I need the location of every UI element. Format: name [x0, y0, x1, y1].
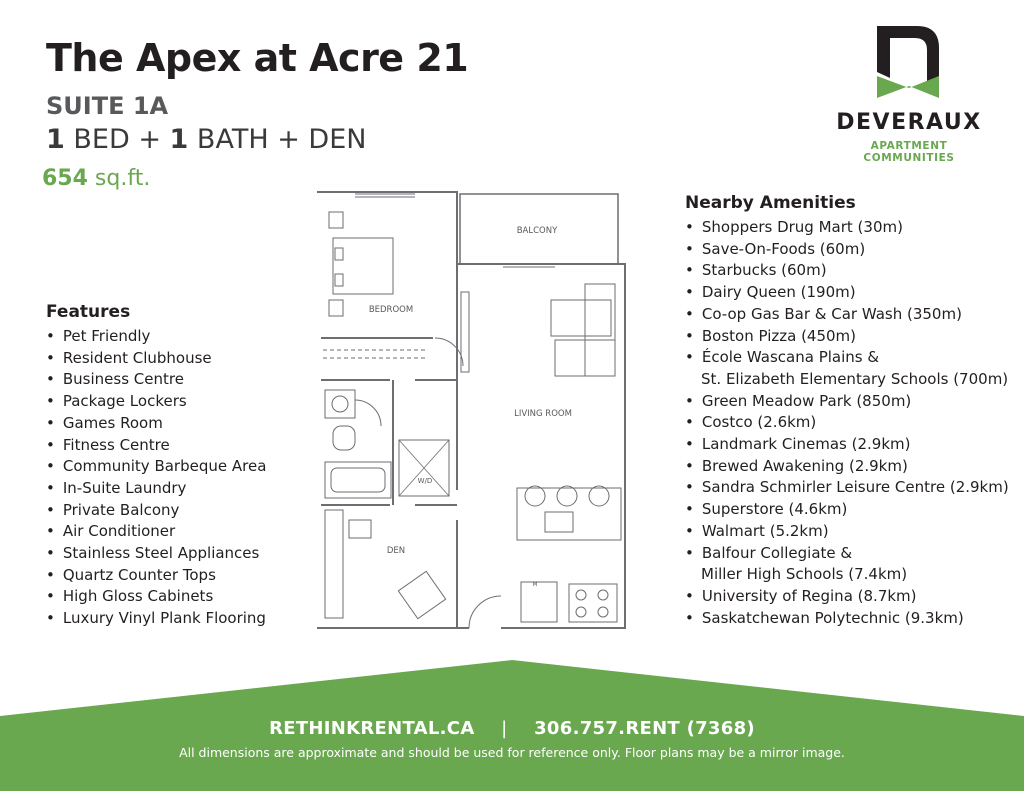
- feature-item: • In-Suite Laundry: [46, 478, 296, 500]
- amenity-item: • Boston Pizza (450m): [685, 326, 1020, 348]
- feature-item: • Business Centre: [46, 369, 296, 391]
- suite-name: SUITE 1A: [46, 92, 169, 120]
- amenities-heading: Nearby Amenities: [685, 193, 856, 213]
- washer-dryer-label: W/D: [417, 477, 433, 485]
- brand-tagline: APARTMENT COMMUNITIES: [863, 140, 955, 164]
- feature-item: • Resident Clubhouse: [46, 348, 296, 370]
- amenity-item: • Save-On-Foods (60m): [685, 239, 1020, 261]
- amenity-item: • Walmart (5.2km): [685, 521, 1020, 543]
- property-title: The Apex at Acre 21: [46, 36, 469, 80]
- bed-label: BED +: [64, 124, 170, 155]
- amenities-section: [685, 193, 1020, 629]
- amenity-item: • École Wascana Plains &: [685, 347, 1020, 369]
- sqft-value: 654: [42, 166, 88, 191]
- feature-item: • Air Conditioner: [46, 521, 296, 543]
- living-room-label: LIVING ROOM: [514, 409, 572, 419]
- contact-separator: |: [501, 718, 508, 739]
- amenity-item: • Shoppers Drug Mart (30m): [685, 217, 1020, 239]
- feature-item: • Package Lockers: [46, 391, 296, 413]
- amenity-item: • Co-op Gas Bar & Car Wash (350m): [685, 304, 1020, 326]
- feature-item: • Pet Friendly: [46, 326, 296, 348]
- amenity-item: • Starbucks (60m): [685, 260, 1020, 282]
- microwave-label: M: [532, 581, 538, 588]
- amenity-item: • Superstore (4.6km): [685, 499, 1020, 521]
- feature-item: • Quartz Counter Tops: [46, 565, 296, 587]
- deveraux-logo: [829, 26, 989, 164]
- feature-item: • Games Room: [46, 413, 296, 435]
- website-link[interactable]: RETHINKRENTAL.CA: [269, 718, 475, 739]
- amenity-item: • Brewed Awakening (2.9km): [685, 456, 1020, 478]
- amenity-item: • University of Regina (8.7km): [685, 586, 1020, 608]
- amenity-item: • Sandra Schmirler Leisure Centre (2.9km): [685, 477, 1020, 499]
- feature-item: • Fitness Centre: [46, 435, 296, 457]
- bed-count: 1: [46, 124, 65, 155]
- disclaimer-text: All dimensions are approximate and should be used for reference only. Floor plans may be a mirror image.: [179, 745, 845, 760]
- unit-configuration: [46, 124, 366, 155]
- square-footage: [42, 166, 150, 191]
- floor-plan: [315, 190, 627, 630]
- balcony-label: BALCONY: [516, 226, 558, 236]
- amenity-item-continued: Miller High Schools (7.4km): [701, 565, 908, 584]
- contact-line: [0, 718, 1024, 739]
- amenity-item: • Green Meadow Park (850m): [685, 391, 1020, 413]
- phone-number[interactable]: 306.757.RENT (7368): [534, 718, 755, 739]
- feature-item: • Luxury Vinyl Plank Flooring: [46, 608, 296, 630]
- sqft-unit: sq.ft.: [87, 166, 151, 191]
- amenity-item: • Dairy Queen (190m): [685, 282, 1020, 304]
- feature-item: • Stainless Steel Appliances: [46, 543, 296, 565]
- feature-item: • Private Balcony: [46, 500, 296, 522]
- amenity-item: • Saskatchewan Polytechnic (9.3km): [685, 608, 1020, 630]
- bath-count: 1: [169, 124, 189, 155]
- amenity-item-continued: St. Elizabeth Elementary Schools (700m): [701, 369, 1009, 388]
- bedroom-label: BEDROOM: [368, 305, 414, 315]
- deveraux-d-mark-icon: [877, 26, 941, 98]
- features-list: [46, 326, 296, 630]
- feature-item: • Community Barbeque Area: [46, 456, 296, 478]
- bath-den-label: BATH + DEN: [188, 124, 367, 155]
- features-heading: Features: [46, 302, 131, 322]
- feature-item: • High Gloss Cabinets: [46, 586, 296, 608]
- den-label: DEN: [386, 546, 406, 556]
- amenity-item: • Balfour Collegiate &: [685, 543, 1020, 565]
- features-section: [46, 302, 296, 630]
- outer-walls: [317, 192, 625, 628]
- brand-name: DEVERAUX: [836, 110, 982, 135]
- amenities-list: [685, 217, 1020, 629]
- amenity-item: • Landmark Cinemas (2.9km): [685, 434, 1020, 456]
- amenity-item: • Costco (2.6km): [685, 412, 1020, 434]
